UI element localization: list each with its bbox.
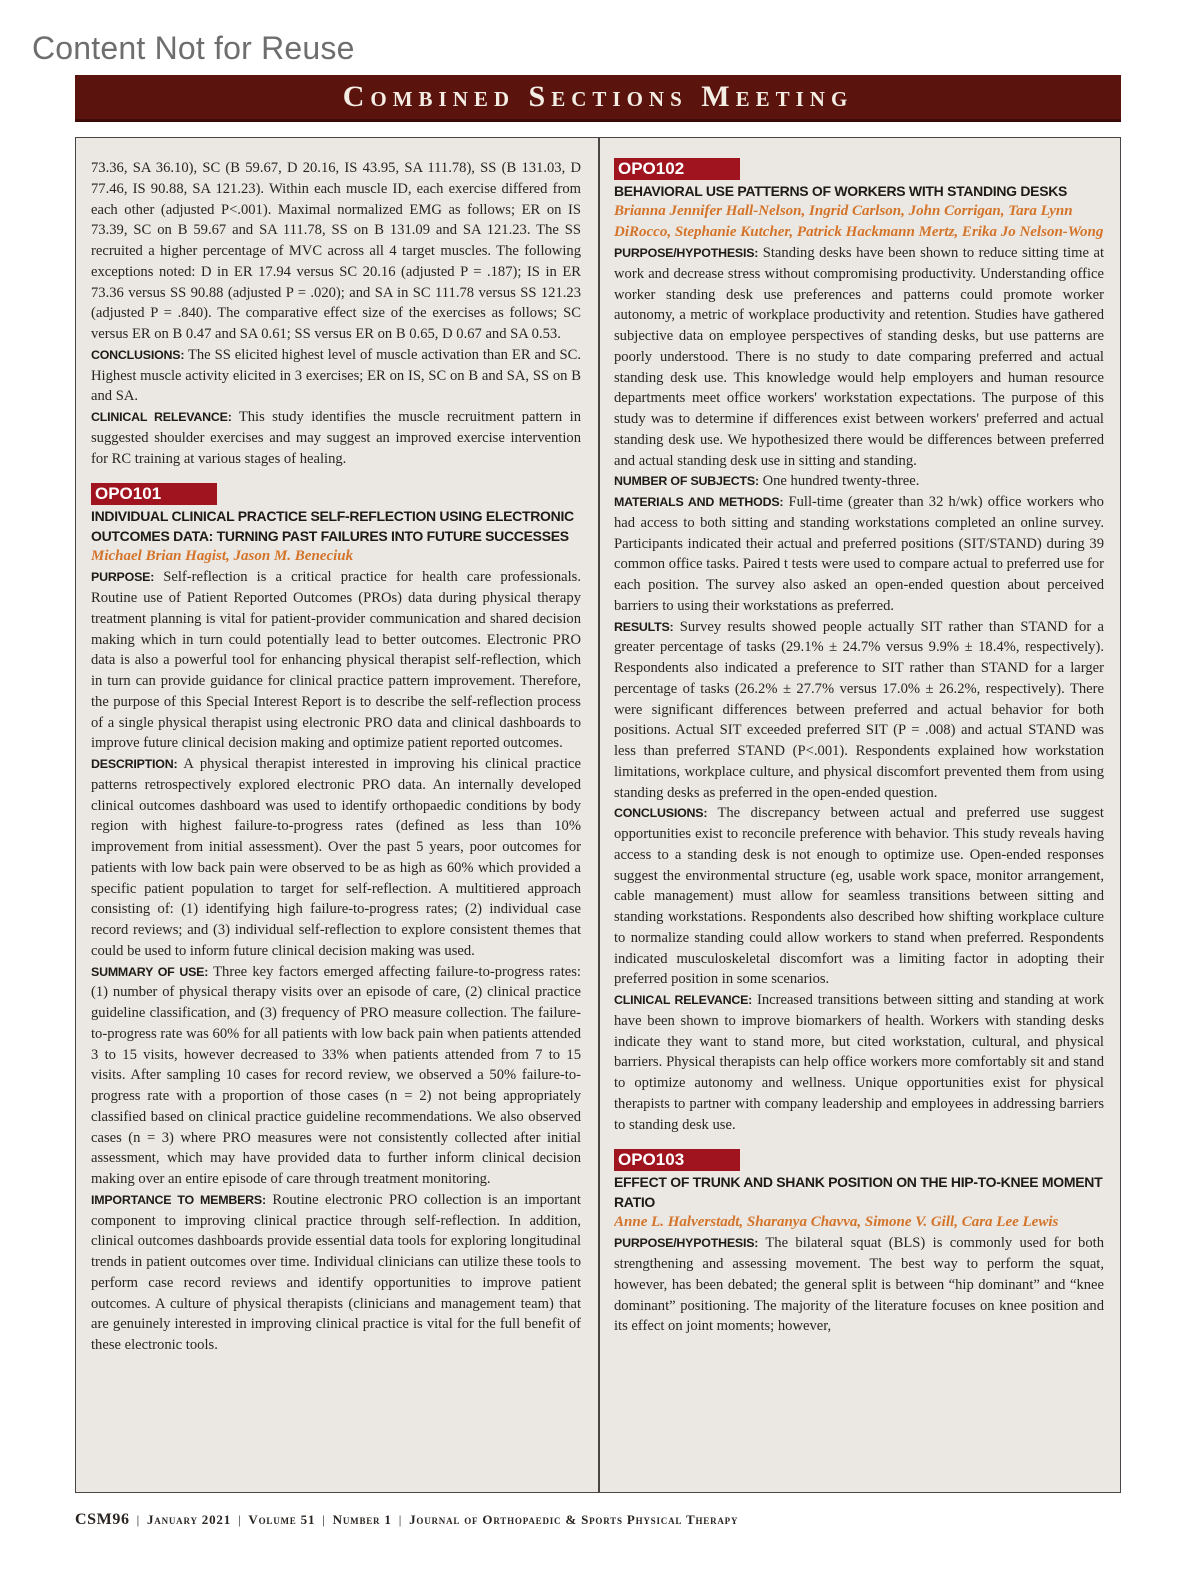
section-text: A physical therapist interested in improving his clinical practice patterns retrospectively explored electronic PRO data. An internally developed clinical outcomes dashboard was used to identify orthopaedic conditions by body region with highest failure-to-progress rates (defined as less than 10% improvement from initial assessment). Over the past 5 years, poor outcomes for patients with low back pain were observed to be as high as 60% which provided a specific patient population to target for self-reflection. A multitiered approach consisting of: (1) identifying high failure-to-progress rates; (2) individual case record reviews; and (3) individual self-reflection to explore consistent themes that could be used to inform future clinical decision making was used. — [91, 756, 581, 959]
section-label: PURPOSE: — [91, 570, 155, 585]
footer-number: Number 1 — [332, 1512, 392, 1527]
abstract-section — [91, 407, 581, 469]
abstract-section — [91, 567, 581, 754]
section-label: CONCLUSIONS: — [91, 347, 185, 362]
section-label: PURPOSE/HYPOTHESIS: — [614, 246, 759, 260]
section-label: PURPOSE/HYPOTHESIS: — [614, 1236, 759, 1251]
footer-date: January 2021 — [146, 1512, 231, 1527]
abstract-section — [614, 471, 1104, 492]
section-text: Standing desks have been shown to reduce sitting time at work and decrease stress without compromising productivity. Understanding office worker standing desk use preferences and patterns could promote worker autonomy, a metric of workplace productivity and retention. Studies have gathered subjective data on employee perspectives of standing desks, but use patterns are poorly understood. There is no study to date comparing preferred and actual standing desk use. This knowledge would help employers and human resource departments meet office workers' workstation expectations. The purpose of this study was to determine if differences exist between workers' preferred and actual standing desk use. We hypothesized there would be differences between preferred and actual standing desk use in sitting and standing. — [614, 245, 1104, 469]
section-label: MATERIALS AND METHODS: — [614, 495, 784, 509]
abstract-title: BEHAVIORAL USE PATTERNS OF WORKERS WITH STANDING DESKS — [614, 183, 1068, 199]
abstract-id-badge: OPO102 — [614, 158, 740, 180]
banner-title: Combined Sections Meeting — [342, 80, 854, 113]
section-label: CLINICAL RELEVANCE: — [614, 993, 753, 1007]
section-text: The bilateral squat (BLS) is commonly used for both strengthening and assessing movement. The best way to perform the squat, however, has been debated; the general split is between “hip dominant” and “knee dominant” positioning. The majority of the literature focuses on knee position and its effect on joint moments; however, — [614, 1235, 1104, 1335]
section-text: Three key factors emerged affecting failure-to-progress rates: (1) number of physical therapy visits over an episode of care, (2) clinical practice guideline classification, and (3) frequency of PRO measure collection. The failure-to-progress rate was 60% for all patients with low back pain when patients attended 3 to 15 visits, however decreased to 33% when patients attended from 7 to 15 visits. After sampling 10 cases for record review, we observed a 50% failure-to-progress rate with a proportion of those cases (n = 2) not being appropriately classified based on clinical practice guideline recommendations. We also observed cases (n = 3) where PRO measures were not consistently collected after initial assessment, which may have provided data to further inform clinical decision making over an entire episode of care through treatment monitoring. — [91, 963, 581, 1187]
section-text: Full-time (greater than 32 h/wk) office workers who had access to both sitting and standing workstations completed an online survey. Participants indicated their actual and preferred positions (SIT/STAND) during 39 common office tasks. Paired t tests were used to compare actual to preferred use for each position. The survey also asked an open-ended question about perceived barriers to using their workstations as preferred. — [614, 494, 1104, 614]
section-label: CONCLUSIONS: — [614, 806, 708, 821]
abstract-section — [91, 345, 581, 407]
abstract-section — [614, 990, 1104, 1135]
continuation-text: 73.36, SA 36.10), SC (B 59.67, D 20.16, IS 43.95, SA 111.78), SS (B 131.03, D 77.46, IS 90.88, SA 121.23). Within each muscle ID, each exercise differed from each other (adjusted P<.001). Maximal normalized EMG as follows; ER on IS 73.39, SC on B 59.67 and SA 111.78, SS on B 131.09 and SA 121.23. The SS recruited a higher percentage of MVC across all 4 target muscles. The following exceptions noted: D in ER 17.94 versus SC 20.16 (adjusted P = .187); IS in ER 73.36 versus SS 90.88 (adjusted P = .020); and SA in SC 111.78 versus SS 121.23 (adjusted P = .840). The comparative effect size of the exercises as follows; SC versus ER on B 0.47 and SA 0.61; SS versus ER on B 0.65, D 0.67 and SA 0.53. — [91, 160, 581, 342]
section-text: Survey results showed people actually SIT rather than STAND for a greater percentage of tasks (29.1% ± 24.7% versus 9.9% ± 18.4%, respectively). Respondents also indicated a preference to SIT rather than STAND for a larger percentage of tasks (26.2% ± 27.7% versus 17.0% ± 26.2%, respectively). There were significant differences between preferred and actual behavior for both positions. Actual SIT exceeded preferred SIT (P = .008) and actual STAND was less than preferred STAND (P<.001). Respondents explained how workstation limitations, workplace culture, and physical discomfort prevented them from using standing desks as preferred in the open-ended question. — [614, 618, 1104, 801]
abstract-section — [91, 754, 581, 962]
section-text: Self-reflection is a critical practice for health care professionals. Routine use of Patient Reported Outcomes (PROs) data during physical therapy treatment planning is vital for patient-provider communication and shared decision making which in turn could potentially lead to better outcomes. Electronic PRO data is also a powerful tool for enhancing physical therapist self-reflection, which in turn can provide guidance for clinical practice pattern improvement. Therefore, the purpose of this Special Interest Report is to describe the self-reflection process of a single physical therapist using electronic PRO data and clinical dashboards to improve future clinical decision making and optimize patient reported outcomes. — [91, 569, 581, 752]
section-text: Increased transitions between sitting and standing at work have been shown to improve biomarkers of health. Workers with standing desks indicate they want to stand more, but cited workstation, cultural, and physical barriers. Physical therapists can help office workers more comfortably sit and stand to optimize autonomy and wellness. Unique opportunities exist for physical therapists to partner with company leadership and employees in addressing barriers to standing desk use. — [614, 992, 1104, 1133]
abstract-section — [614, 492, 1104, 617]
left-column — [91, 158, 581, 1478]
section-label: NUMBER OF SUBJECTS: — [614, 474, 759, 489]
section-banner — [75, 75, 1121, 122]
abstract-section — [614, 803, 1104, 990]
section-label: IMPORTANCE TO MEMBERS: — [91, 1192, 266, 1207]
abstract-section — [614, 243, 1104, 471]
section-text: The SS elicited highest level of muscle activation than ER and SC. Highest muscle activity elicited in 3 exercises; ER on IS, SC on B and SA, SS on B and SA. — [91, 346, 581, 405]
footer-volume: Volume 51 — [248, 1512, 316, 1527]
abstract-authors: Anne L. Halverstadt, Sharanya Chavva, Simone V. Gill, Cara Lee Lewis — [614, 1214, 1059, 1231]
abstract-authors: Michael Brian Hagist, Jason M. Beneciuk — [91, 548, 354, 565]
right-column — [614, 158, 1104, 1478]
section-text: One hundred twenty-three. — [762, 473, 920, 490]
column-divider — [598, 137, 600, 1493]
abstract-section — [614, 617, 1104, 804]
page-footer: CSM96 | January 2021 | Volume 51 | Number 1 | Journal of Orthopaedic & Sports Physical Therapy — [75, 1511, 739, 1528]
abstract-authors: Brianna Jennifer Hall-Nelson, Ingrid Carlson, John Corrigan, Tara Lynn DiRocco, Stephanie Kutcher, Patrick Hackmann Mertz, Erika Jo Nelson-Wong — [614, 203, 1104, 240]
section-text: Routine electronic PRO collection is an important component to improving clinical practice through self-reflection. In addition, clinical outcomes dashboards provide essential data tools for exploring longitudinal trends in patient outcomes over time. Individual clinicians can utilize these tools to perform case record reviews and identify opportunities to improve patient outcomes. A culture of physical therapists (clinicians and management team) that are genuinely interested in improving clinical practice is vital for the full benefit of these electronic tools. — [91, 1191, 581, 1353]
abstract-section — [91, 1190, 581, 1356]
section-label: CLINICAL RELEVANCE: — [91, 410, 232, 424]
abstract-opo103 — [614, 1149, 1104, 1337]
section-text: The discrepancy between actual and preferred use suggest opportunities exist to reconcile preference with behavior. This study reveals having access to a standing desk is not enough to optimize use. Open-ended responses suggest the environmental structure (eg, usable work space, monitor arrangement, cable management) must allow for seamless transitions between sitting and standing workstations. Respondents also described how shifting workplace culture to normalize standing could allow workers to stand when preferred. Respondents indicated musculoskeletal discomfort was a limiting factor in adopting their preferred position in some scenarios. — [614, 805, 1104, 988]
abstract-title: EFFECT OF TRUNK AND SHANK POSITION ON THE HIP-TO-KNEE MOMENT RATIO — [614, 1174, 1103, 1211]
abstract-id-badge: OPO101 — [91, 483, 217, 505]
abstract-id-badge: OPO103 — [614, 1149, 740, 1171]
section-label: RESULTS: — [614, 619, 674, 634]
watermark-text: Content Not for Reuse — [32, 30, 355, 66]
abstract-title: INDIVIDUAL CLINICAL PRACTICE SELF-REFLECTION USING ELECTRONIC OUTCOMES DATA: TURNING PAST FAILURES INTO FUTURE SUCCESSES — [91, 508, 574, 545]
abstract-opo102 — [614, 158, 1104, 1135]
section-label: DESCRIPTION: — [91, 757, 178, 771]
abstract-opo101 — [91, 483, 581, 1356]
footer-journal: Journal of Orthopaedic & Sports Physical Therapy — [409, 1512, 739, 1527]
section-label: SUMMARY OF USE: — [91, 964, 209, 979]
abstract-section — [614, 1233, 1104, 1337]
abstract-section — [91, 962, 581, 1190]
page-number: CSM96 — [75, 1511, 130, 1528]
section-text: This study identifies the muscle recruitment pattern in suggested shoulder exercises and may suggest an improved exercise intervention for RC training at various stages of healing. — [91, 409, 581, 467]
